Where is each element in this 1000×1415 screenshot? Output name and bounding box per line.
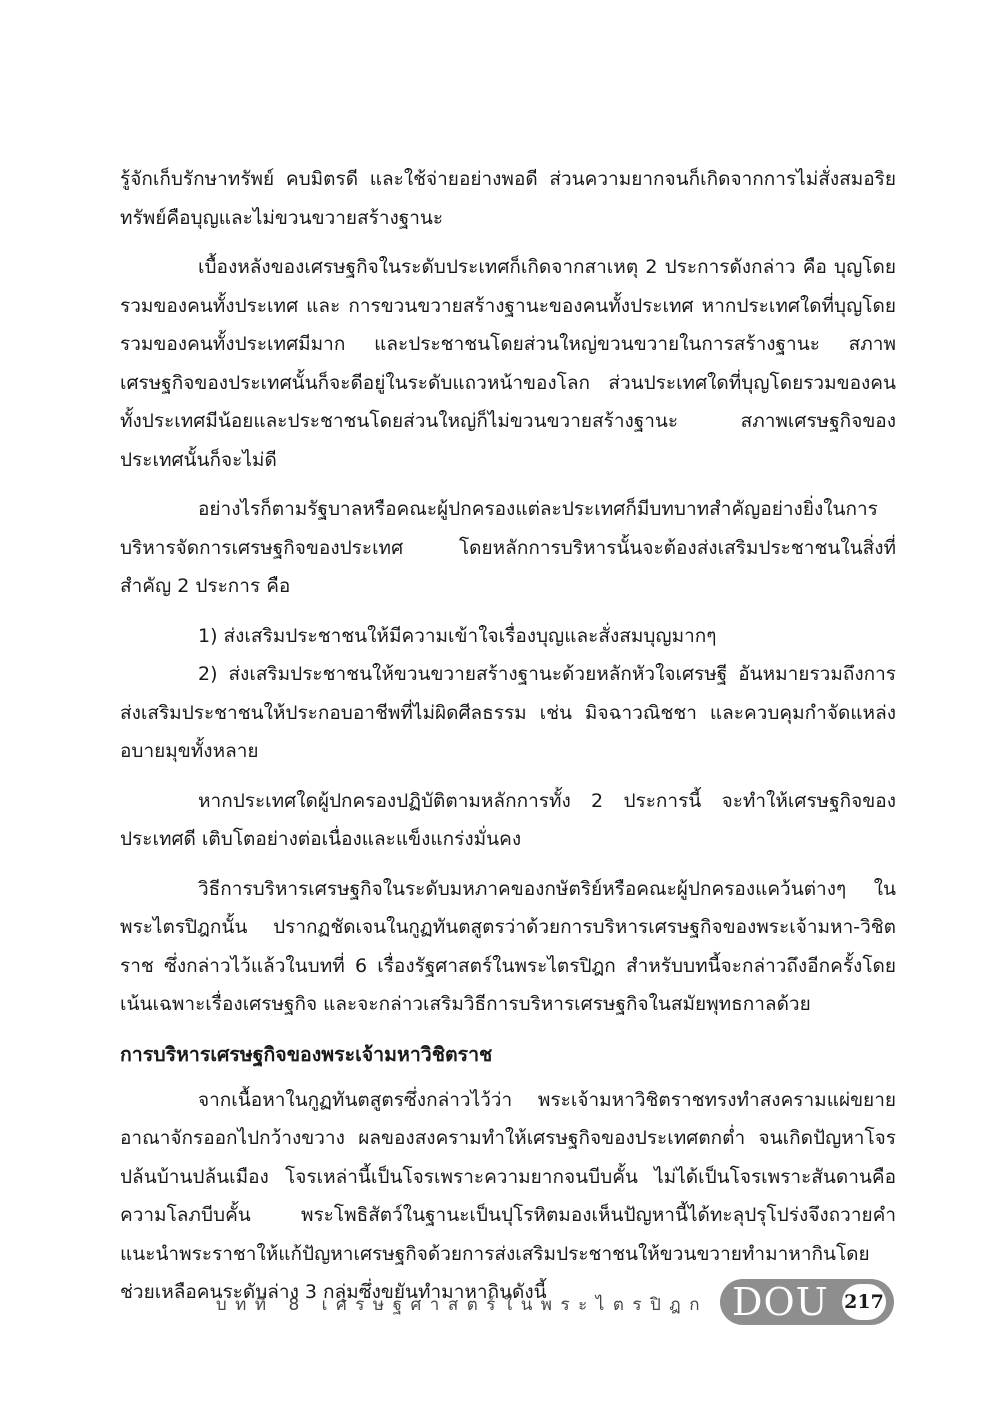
list-item-livelihood: 2) ส่งเสริมประชาชนให้ขวนขวายสร้างฐานะด้วยหลักหัวใจเศรษฐี อันหมายรวมถึงการส่งเสริมประชาชนให้ประกอบอาชีพที่ไม่ผิดศีลธรรม เช่น มิจฉาวณิชชา และควบคุมกำจัดแหล่งอบายมุขทั้งหลาย — [120, 663, 896, 762]
body-text — [120, 160, 896, 1323]
paragraph-national-economy: เบื้องหลังของเศรษฐกิจในระดับประเทศก็เกิดจากสาเหตุ 2 ประการดังกล่าว คือ บุญโดยรวมของคนทั้งประเทศ และ การขวนขวายสร้างฐานะของคนทั้งประเทศ หากประเทศใดที่บุญโดยรวมของคนทั้งประเทศมีมาก และประชาชนโดยส่วนใหญ่ขวนขวายในการสร้างฐานะ สภาพเศรษฐกิจของประเทศนั้นก็จะดีอยู่ในระดับแถวหน้าของโลก ส่วนประเทศใดที่บุญโดยรวมของคนทั้งประเทศมีน้อยและประชาชนโดยส่วนใหญ่ก็ไม่ขวนขวายสร้างฐานะ สภาพเศรษฐกิจของประเทศนั้นก็จะไม่ดี — [120, 256, 896, 471]
paragraph-government-role: อย่างไรก็ตามรัฐบาลหรือคณะผู้ปกครองแต่ละประเทศก็มีบทบาทสำคัญอย่างยิ่งในการบริหารจัดการเศรษฐกิจของประเทศ โดยหลักการบริหารนั้นจะต้องส่งเสริมประชาชนในสิ่งที่สำคัญ 2 ประการ คือ — [120, 498, 896, 597]
paragraph-kutadanta-sutta: จากเนื้อหาในกูฏทันตสูตรซึ่งกล่าวไว้ว่า พระเจ้ามหาวิชิตราชทรงทำสงครามแผ่ขยายอาณาจักรออกไปกว้างขวาง ผลของสงครามทำให้เศรษฐกิจของประเทศตกต่ำ จนเกิดปัญหาโจรปล้นบ้านปล้นเมือง โจรเหล่านี้เป็นโจรเพราะความยากจนบีบคั้น ไม่ได้เป็นโจรเพราะสันดานคือความโลภบีบคั้น พระโพธิสัตว์ในฐานะเป็นปุโรหิตมองเห็นปัญหานี้ได้ทะลุปรุโปร่งจึงถวายคำแนะนำพระราชาให้แก้ปัญหาเศรษฐกิจด้วยการส่งเสริมประชาชนให้ขวนขวายทำมาหากินโดยช่วยเหลือคนระดับล่าง 3 กลุ่มซึ่งขยันทำมาหากินดังนี้ — [120, 1088, 896, 1303]
paragraph-macro-management: วิธีการบริหารเศรษฐกิจในระดับมหภาคของกษัตริย์หรือคณะผู้ปกครองแคว้นต่างๆ ในพระไตรปิฎกนั้น ปรากฏชัดเจนในกูฏทันตสูตรว่าด้วยการบริหารเศรษฐกิจของพระเจ้ามหา-วิชิตราช ซึ่งกล่าวไว้แล้วในบทที่ 6 เรื่องรัฐศาสตร์ในพระไตรปิฎก สำหรับบทนี้จะกล่าวถึงอีกครั้งโดยเน้นเฉพาะเรื่องเศรษฐกิจ และจะกล่าวเสริมวิธีการบริหารเศรษฐกิจในสมัยพุทธกาลด้วย — [120, 877, 896, 1015]
page-footer — [0, 1273, 1000, 1329]
page-number: 217 — [842, 1284, 886, 1320]
paragraph-conclusion: หากประเทศใดผู้ปกครองปฏิบัติตามหลักการทั้ง 2 ประการนี้ จะทำให้เศรษฐกิจของประเทศดี เติบโตอย่างต่อเนื่องและแข็งแกร่งมั่นคง — [120, 789, 896, 850]
section-heading: การบริหารเศรษฐกิจของพระเจ้ามหาวิชิตราช — [120, 1042, 493, 1066]
list-item-merit: 1) ส่งเสริมประชาชนให้มีความเข้าใจเรื่องบุญและสั่งสมบุญมากๆ — [198, 624, 717, 647]
chapter-title: บทที่ 8 เศรษฐศาสตร์ในพระไตรปิฎก — [215, 1295, 708, 1315]
dou-badge — [720, 1279, 894, 1325]
paragraph-continuation: รู้จักเก็บรักษาทรัพย์ คบมิตรดี และใช้จ่ายอย่างพอดี ส่วนความยากจนก็เกิดจากการไม่สั่งสมอริยทรัพย์คือบุญและไม่ขวนขวายสร้างฐานะ — [120, 168, 896, 229]
dou-logo: DOU — [732, 1280, 829, 1324]
